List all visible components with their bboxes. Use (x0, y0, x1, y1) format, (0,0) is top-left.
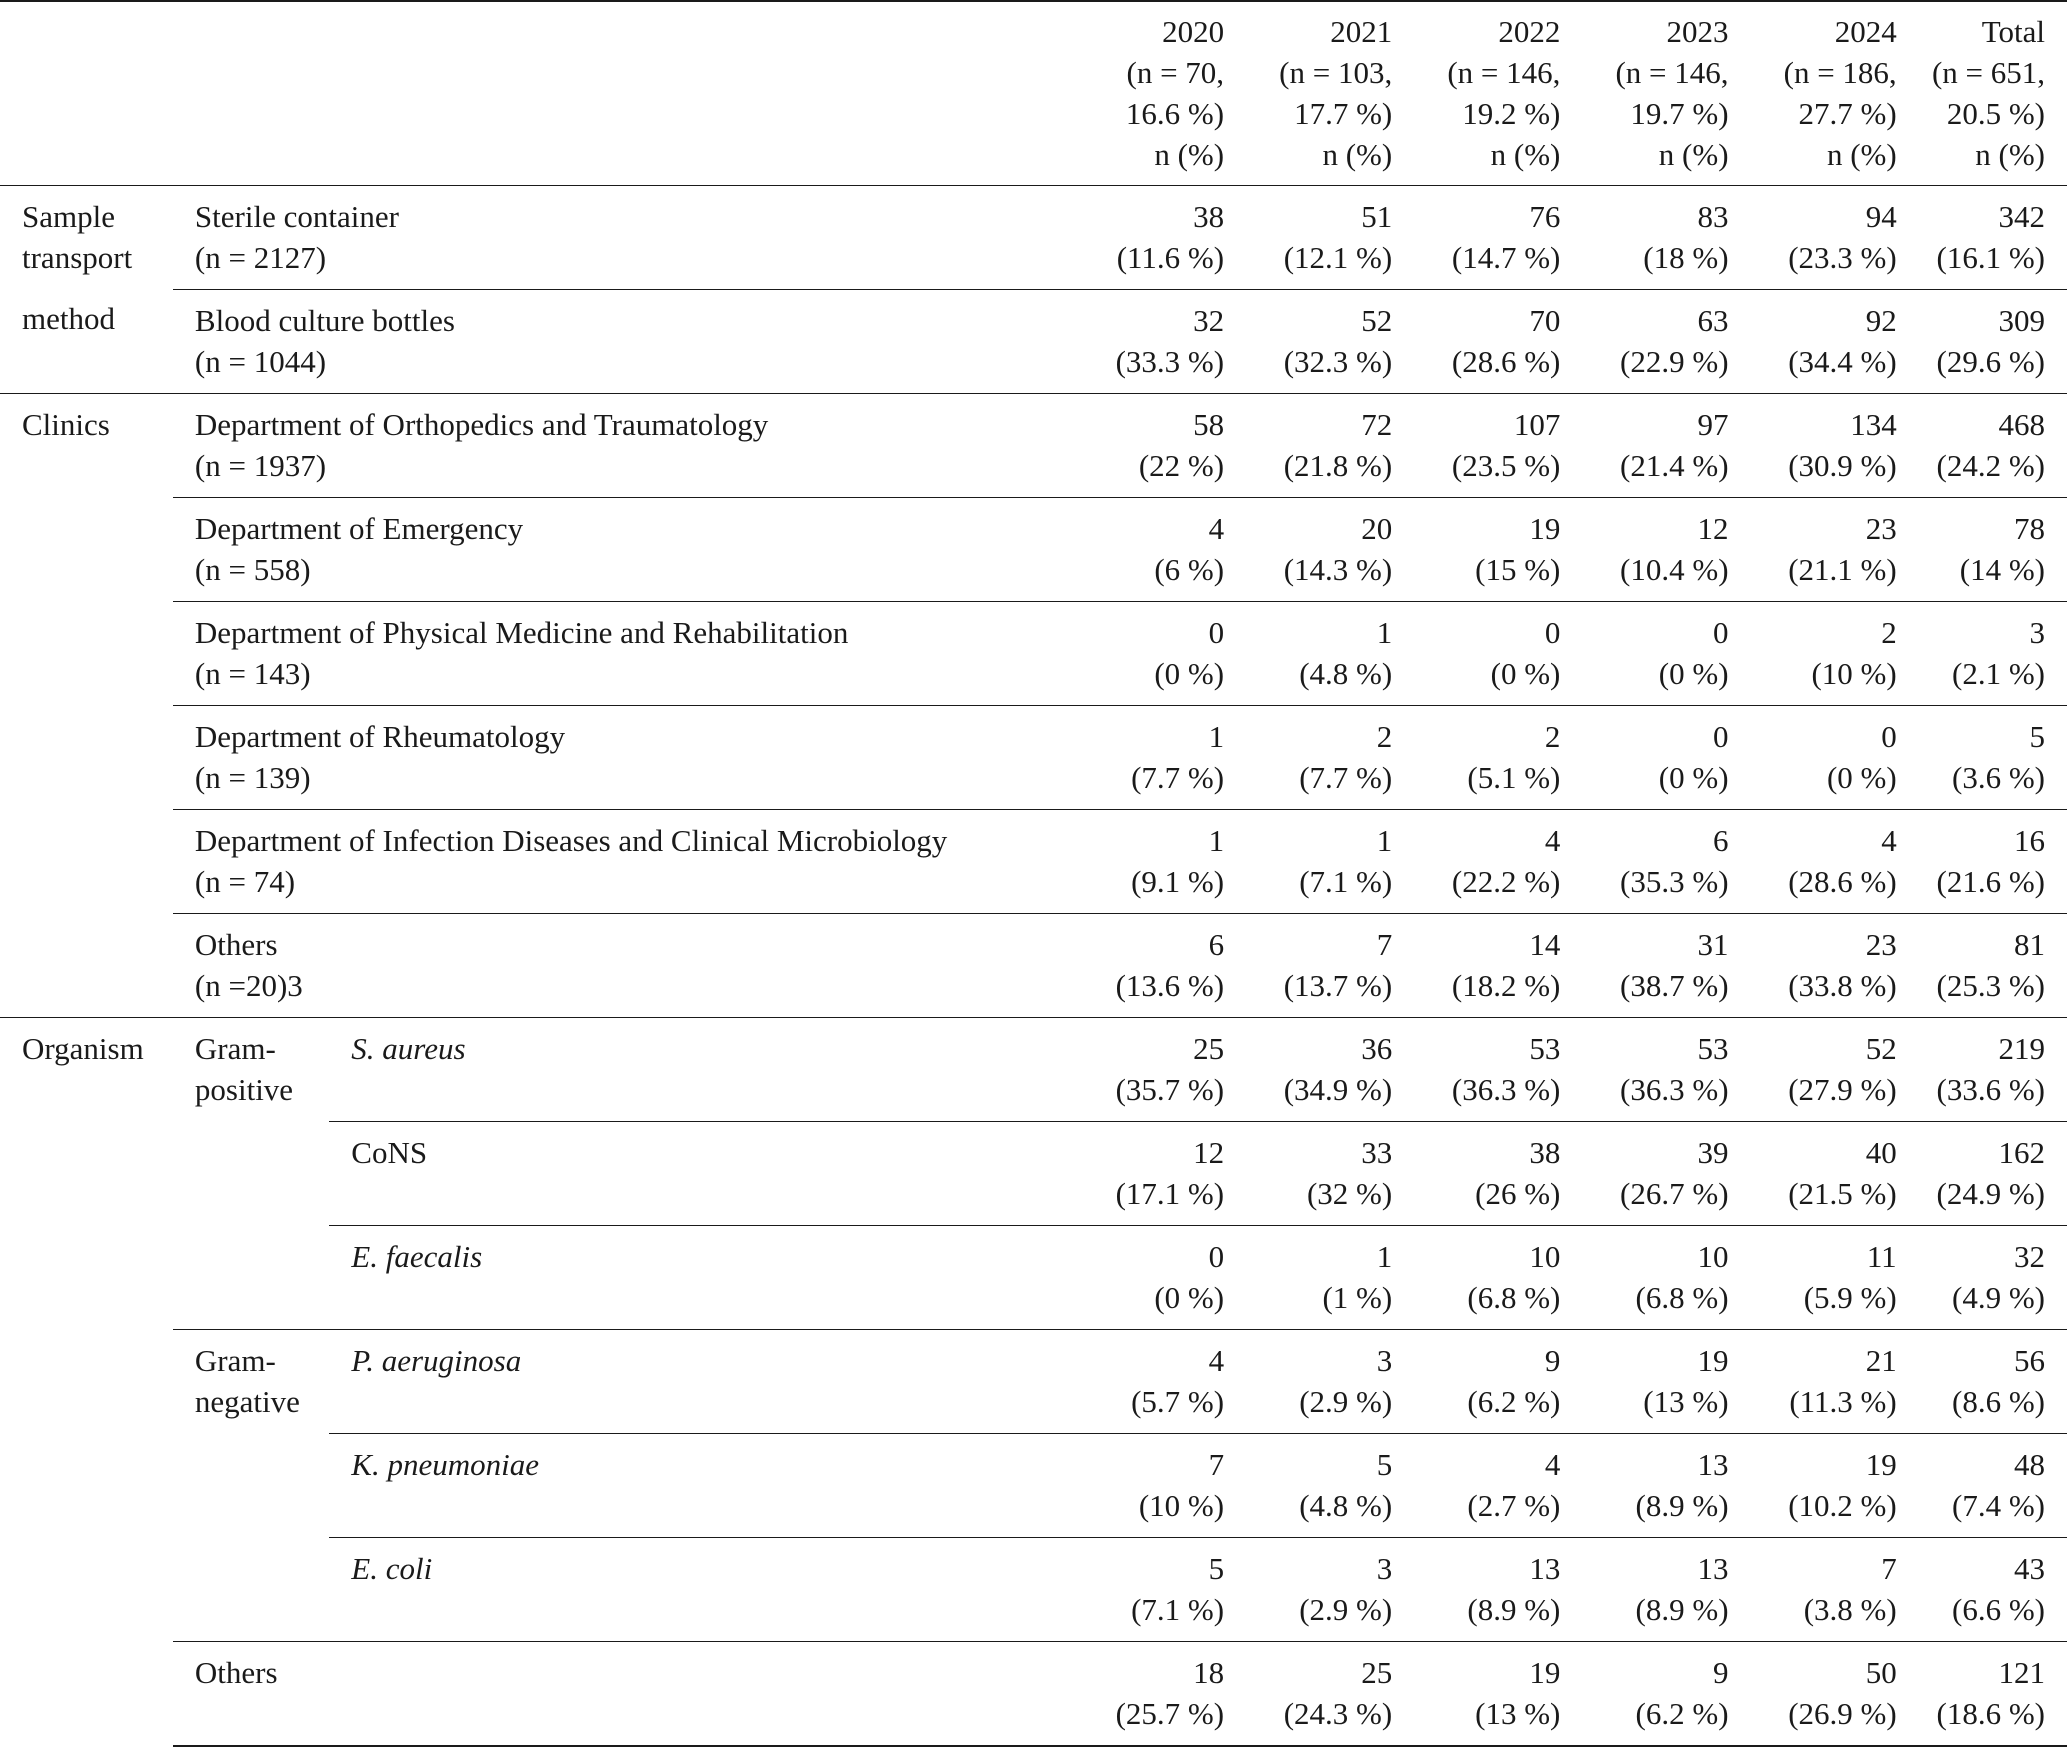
table-row: K. pneumoniae 7 (10 %) 5 (4.8 %) 4 (2.7 %) 13 (8.9 %) 19 (10.2 %) 48 (7.4 %) (0, 1434, 2067, 1538)
header-2022: 2022 (n = 146, 19.2 %) n (%) (1392, 1, 1560, 186)
row-label: P. aeruginosa (329, 1330, 1056, 1434)
table-row: E. faecalis 0 (0 %) 1 (1 %) 10 (6.8 %) 10 (6.8 %) 11 (5.9 %) 32 (4.9 %) (0, 1226, 2067, 1330)
table-row: Others (n =20)3 6 (13.6 %) 7 (13.7 %) 14 (18.2 %) 31 (38.7 %) 23 (33.8 %) 81 (25.3 %) (0, 914, 2067, 1018)
table-row: Department of Infection Diseases and Clinical Microbiology (n = 74) 1 (9.1 %) 1 (7.1 %) 4 (22.2 %) 6 (35.3 %) 4 (28.6 %) 16 (21.6 %) (0, 810, 2067, 914)
header-total: Total (n = 651, 20.5 %) n (%) (1897, 1, 2067, 186)
row-label: CoNS (329, 1122, 1056, 1226)
table-row: Sample transport method Sterile container (n = 2127) 38 (11.6 %) 51 (12.1 %) 76 (14.7 %) 83 (18 %) 94 (23.3 %) 342 (16.1 %) (0, 186, 2067, 290)
header-2023: 2023 (n = 146, 19.7 %) n (%) (1560, 1, 1728, 186)
group-gram-positive: Gram- positive (173, 1018, 329, 1330)
table-row: Organism Gram- positive S. aureus 25 (35.7 %) 36 (34.9 %) 53 (36.3 %) 53 (36.3 %) 52 (27.9 %) 219 (33.6 %) (0, 1018, 2067, 1122)
group-clinics: Clinics (0, 394, 173, 1018)
row-label: Blood culture bottles (n = 1044) (173, 290, 1056, 394)
group-organism: Organism (0, 1018, 173, 1747)
row-label: S. aureus (329, 1018, 1056, 1122)
table-row: CoNS 12 (17.1 %) 33 (32 %) 38 (26 %) 39 (26.7 %) 40 (21.5 %) 162 (24.9 %) (0, 1122, 2067, 1226)
row-label: E. faecalis (329, 1226, 1056, 1330)
row-label: K. pneumoniae (329, 1434, 1056, 1538)
row-label: Department of Physical Medicine and Rehabilitation (n = 143) (173, 602, 1056, 706)
header-row (0, 1, 2067, 186)
header-2024: 2024 (n = 186, 27.7 %) n (%) (1729, 1, 1897, 186)
group-sample-transport: Sample transport method (0, 186, 173, 394)
table-row: Others 18 (25.7 %) 25 (24.3 %) 19 (13 %) 9 (6.2 %) 50 (26.9 %) 121 (18.6 %) (0, 1642, 2067, 1747)
row-label: Department of Emergency (n = 558) (173, 498, 1056, 602)
row-label: Others (173, 1642, 1056, 1747)
row-label: Department of Infection Diseases and Clinical Microbiology (n = 74) (173, 810, 1056, 914)
header-2021: 2021 (n = 103, 17.7 %) n (%) (1224, 1, 1392, 186)
table-row: Department of Rheumatology (n = 139) 1 (7.7 %) 2 (7.7 %) 2 (5.1 %) 0 (0 %) 0 (0 %) 5 (3.6 %) (0, 706, 2067, 810)
row-label: Sterile container (n = 2127) (173, 186, 1056, 290)
table-row: Gram- negative P. aeruginosa 4 (5.7 %) 3 (2.9 %) 9 (6.2 %) 19 (13 %) 21 (11.3 %) 56 (8.6 %) (0, 1330, 2067, 1434)
table-row: E. coli 5 (7.1 %) 3 (2.9 %) 13 (8.9 %) 13 (8.9 %) 7 (3.8 %) 43 (6.6 %) (0, 1538, 2067, 1642)
header-2020: 2020 (n = 70, 16.6 %) n (%) (1056, 1, 1224, 186)
table-row: Blood culture bottles (n = 1044) 32 (33.3 %) 52 (32.3 %) 70 (28.6 %) 63 (22.9 %) 92 (34.4 %) 309 (29.6 %) (0, 290, 2067, 394)
table-row: Clinics Department of Orthopedics and Traumatology (n = 1937) 58 (22 %) 72 (21.8 %) 107 (23.5 %) 97 (21.4 %) 134 (30.9 %) 468 (24.2 %) (0, 394, 2067, 498)
table-row: Department of Physical Medicine and Rehabilitation (n = 143) 0 (0 %) 1 (4.8 %) 0 (0 %) 0 (0 %) 2 (10 %) 3 (2.1 %) (0, 602, 2067, 706)
row-label: Department of Orthopedics and Traumatology (n = 1937) (173, 394, 1056, 498)
row-label: E. coli (329, 1538, 1056, 1642)
row-label: Others (n =20)3 (173, 914, 1056, 1018)
group-gram-negative: Gram- negative (173, 1330, 329, 1642)
row-label: Department of Rheumatology (n = 139) (173, 706, 1056, 810)
table-row: Department of Emergency (n = 558) 4 (6 %) 20 (14.3 %) 19 (15 %) 12 (10.4 %) 23 (21.1 %) 78 (14 %) (0, 498, 2067, 602)
